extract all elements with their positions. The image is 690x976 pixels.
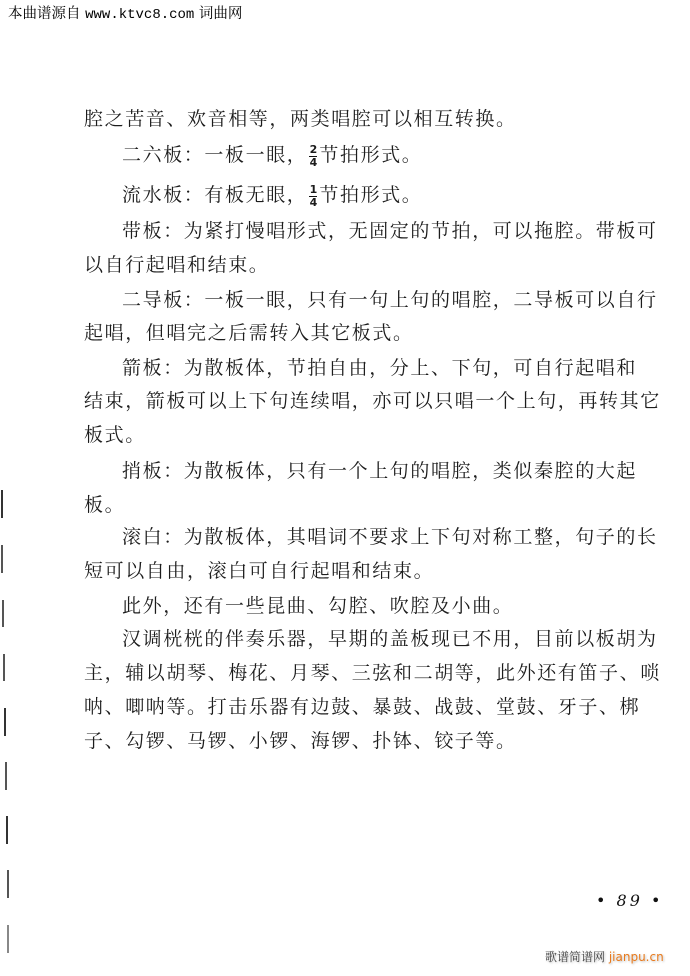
text-line: 板。 — [84, 494, 126, 516]
frac-denominator: 4 — [309, 195, 318, 209]
text-segment: 节拍形式。 — [319, 184, 423, 206]
text-line: 以自行起唱和结束。 — [84, 254, 270, 276]
scan-binding-mark — [2, 600, 4, 627]
text-line-liushuiban — [122, 180, 422, 208]
text-line: 呐、唧呐等。打击乐器有边鼓、暴鼓、战鼓、堂鼓、牙子、梆 — [84, 696, 641, 718]
text-line: 结束，箭板可以上下句连续唱，亦可以只唱一个上句，再转其它 — [84, 390, 661, 412]
scan-binding-mark — [3, 654, 5, 681]
page-number: • 89 • — [596, 891, 664, 910]
footer-watermark-brand[interactable]: jianpu.cn — [608, 950, 664, 964]
text-line: 短可以自由，滚白可自行起唱和结束。 — [84, 560, 435, 582]
text-segment: 节拍形式。 — [319, 144, 423, 166]
scan-binding-mark — [7, 925, 9, 953]
watermark-prefix: 本曲谱源自 — [8, 6, 86, 22]
text-line: 带板：为紧打慢唱形式，无固定的节拍，可以拖腔。带板可 — [122, 220, 658, 242]
text-line: 捎板：为散板体，只有一个上句的唱腔，类似秦腔的大起 — [122, 460, 638, 482]
time-signature-1-4 — [309, 182, 318, 209]
frac-numerator: 2 — [309, 142, 318, 156]
frac-denominator: 4 — [309, 155, 318, 169]
source-watermark — [8, 2, 242, 23]
watermark-url[interactable]: www.ktvc8.com — [85, 7, 195, 23]
text-segment: 二六板：一板一眼， — [122, 144, 308, 166]
text-line: 子、勾锣、马锣、小锣、海锣、扑钵、铰子等。 — [84, 730, 517, 752]
text-line: 箭板：为散板体，节拍自由，分上、下句，可自行起唱和 — [122, 357, 638, 379]
text-line-erliuban — [122, 140, 422, 168]
text-line: 起唱，但唱完之后需转入其它板式。 — [84, 322, 414, 344]
text-segment: 流水板：有板无眼， — [122, 184, 308, 206]
scan-binding-mark — [5, 762, 7, 790]
footer-watermark-cn: 歌谱简谱网 — [545, 950, 609, 964]
time-signature-2-4 — [309, 142, 318, 169]
scan-binding-mark — [1, 490, 3, 518]
watermark-suffix: 词曲网 — [194, 6, 243, 22]
text-line: 板式。 — [84, 424, 146, 446]
scan-binding-mark — [1, 545, 3, 573]
text-line: 腔之苦音、欢音相等，两类唱腔可以相互转换。 — [84, 108, 517, 130]
text-line: 二导板：一板一眼，只有一句上句的唱腔，二导板可以自行 — [122, 289, 658, 311]
text-line: 汉调桄桄的伴奏乐器，早期的盖板现已不用，目前以板胡为 — [122, 628, 658, 650]
text-line: 主，辅以胡琴、梅花、月琴、三弦和二胡等，此外还有笛子、唢 — [84, 662, 661, 684]
scan-binding-mark — [6, 816, 8, 844]
scan-binding-mark — [4, 708, 6, 736]
text-line: 滚白：为散板体，其唱词不要求上下句对称工整，句子的长 — [122, 526, 658, 548]
footer-watermark — [545, 948, 664, 965]
frac-numerator: 1 — [309, 182, 318, 196]
text-line: 此外，还有一些昆曲、勾腔、吹腔及小曲。 — [122, 595, 514, 617]
scan-binding-mark — [7, 870, 9, 898]
